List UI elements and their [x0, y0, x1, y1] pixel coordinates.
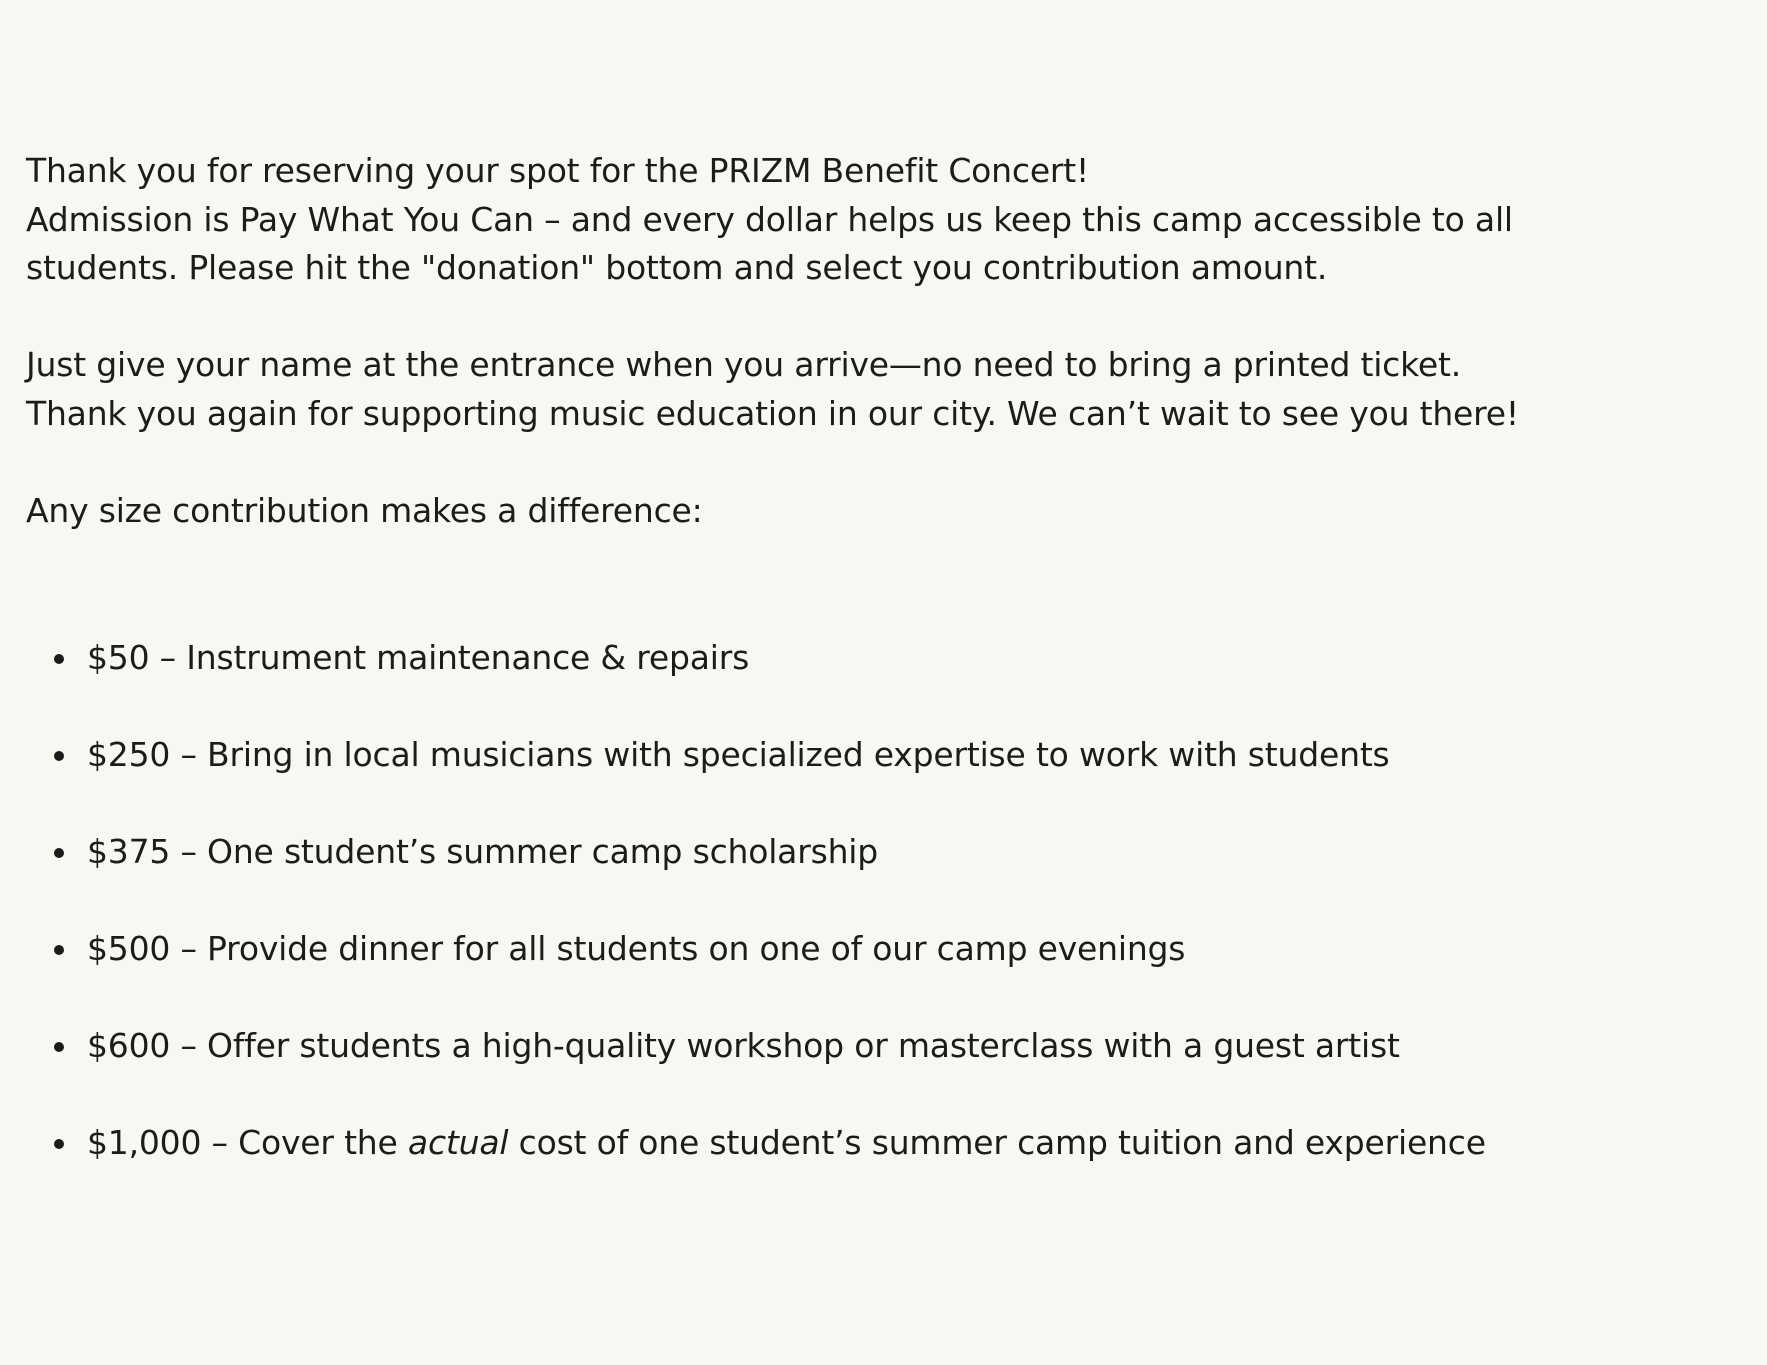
arrival-line-thanks: Thank you again for supporting music education in our city. We can’t wait to see you there!	[26, 393, 1519, 433]
arrival-paragraph	[26, 341, 1746, 438]
bullet-icon	[54, 945, 64, 955]
intro-line-donation: students. Please hit the "donation" bottom and select you contribution amount.	[26, 248, 1328, 287]
bullet-icon	[54, 848, 64, 858]
contribution-text: $500 – Provide dinner for all students on one of our camp evenings	[87, 929, 1186, 968]
contribution-text-before: $1,000 – Cover the	[87, 1123, 408, 1162]
bullet-icon	[54, 654, 64, 664]
contribution-text: $600 – Offer students a high-quality workshop or masterclass with a guest artist	[87, 1026, 1400, 1065]
contribution-list	[26, 634, 1746, 1216]
contribution-emphasis: actual	[407, 1123, 509, 1162]
bullet-icon	[54, 1139, 64, 1149]
spacer	[26, 438, 1746, 487]
contribution-text: $50 – Instrument maintenance & repairs	[87, 638, 750, 677]
list-item	[26, 828, 1746, 925]
intro-paragraph	[26, 147, 1746, 293]
contribution-text: $375 – One student’s summer camp scholarship	[87, 832, 878, 871]
contribution-text: $250 – Bring in local musicians with specialized expertise to work with students	[87, 735, 1390, 774]
intro-line-thanks: Thank you for reserving your spot for the PRIZM Benefit Concert!	[26, 151, 1090, 190]
contribution-heading: Any size contribution makes a difference:	[26, 490, 703, 530]
arrival-line-entrance: Just give your name at the entrance when you arrive—no need to bring a printed ticket.	[26, 345, 1461, 384]
message-body	[26, 147, 1746, 535]
spacer	[26, 293, 1746, 342]
bullet-icon	[54, 751, 64, 761]
contribution-text-after: cost of one student’s summer camp tuition and experience	[508, 1123, 1486, 1162]
list-item	[26, 925, 1746, 1022]
intro-line-admission: Admission is Pay What You Can – and every dollar helps us keep this camp accessible to all	[26, 199, 1513, 239]
list-item	[26, 634, 1746, 731]
list-item	[26, 1119, 1746, 1216]
list-item	[26, 731, 1746, 828]
list-item	[26, 1022, 1746, 1119]
bullet-icon	[54, 1042, 64, 1052]
